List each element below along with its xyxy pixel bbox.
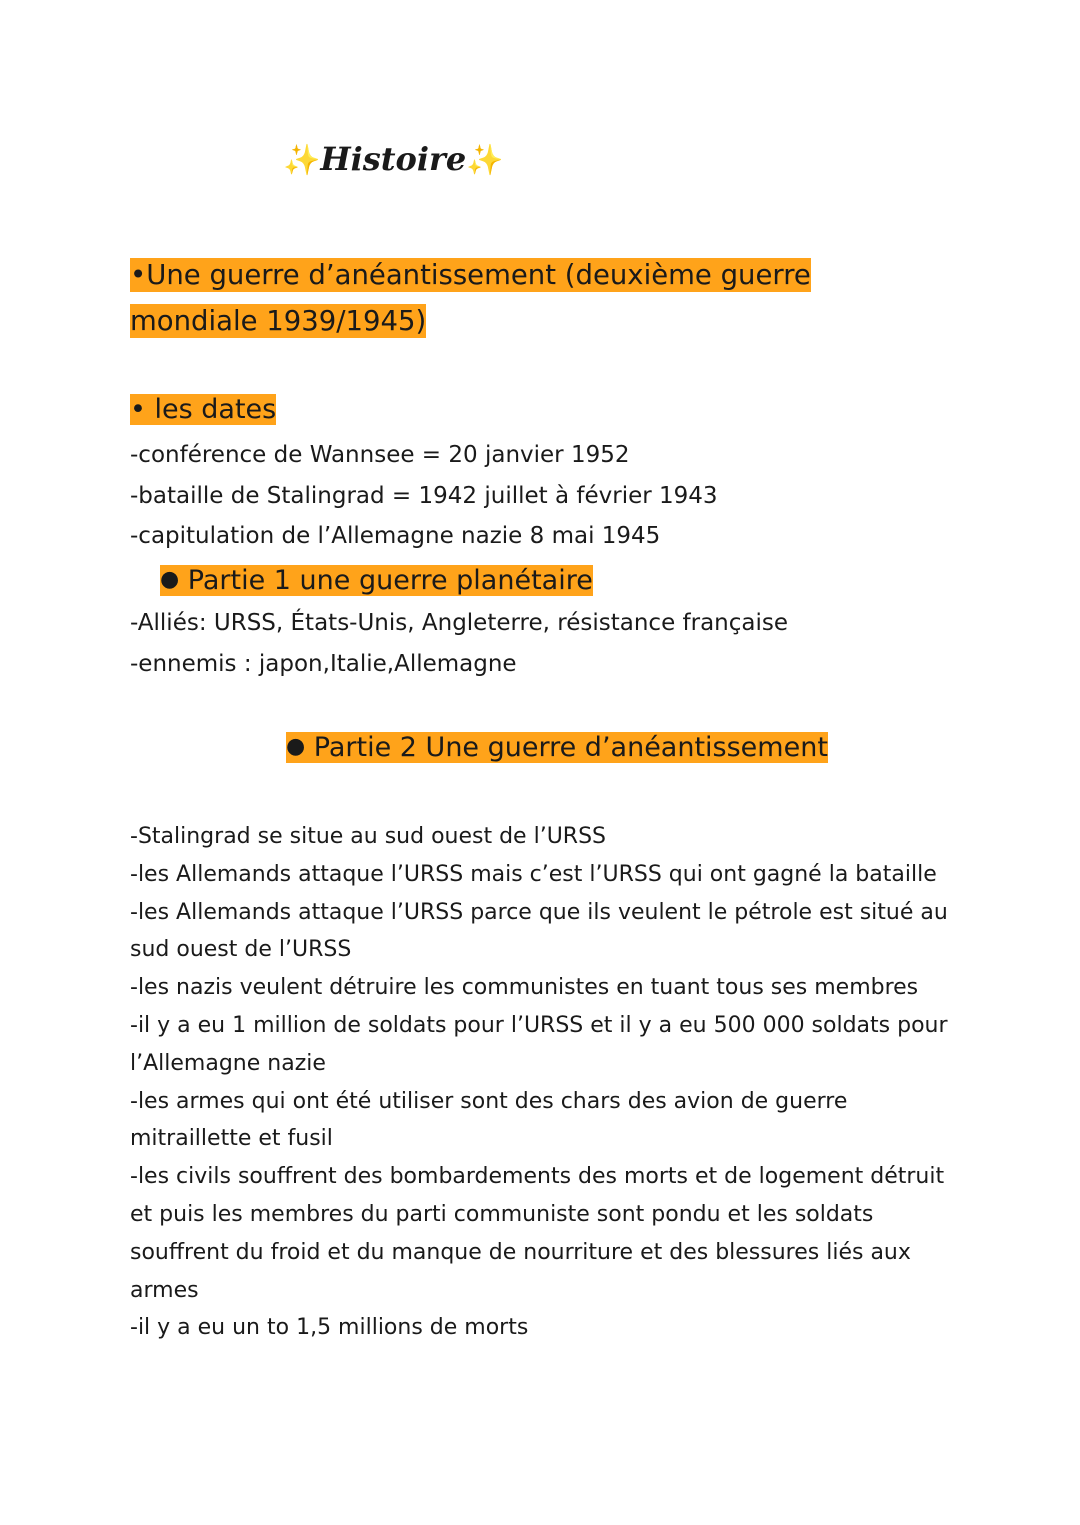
partie2-heading <box>286 726 828 769</box>
partie2-heading-highlight <box>286 732 828 763</box>
sparkles-icon: ✨ <box>283 143 321 178</box>
list-item: -bataille de Stalingrad = 1942 juillet à février 1943 <box>130 482 718 509</box>
list-item: -Stalingrad se situe au sud ouest de l’URSS <box>130 824 607 849</box>
main-heading-text: •Une guerre d’anéantissement (deuxième guerre mondiale 1939/1945) <box>130 259 811 337</box>
partie1-list <box>130 603 788 684</box>
partie1-heading-highlight <box>160 565 593 596</box>
list-item: -Alliés: URSS, États-Unis, Angleterre, résistance française <box>130 610 789 636</box>
list-item: -les civils souffrent des bombardements des morts et de logement détruit et puis les membres du parti communiste sont pondu et les soldats souffrent du froid et du manque de nourriture et des blessures liés aux armes <box>130 1164 945 1303</box>
page-title-text: Histoire <box>320 140 467 178</box>
list-item: -capitulation de l’Allemagne nazie 8 mai 1945 <box>130 523 661 549</box>
list-item: -ennemis : japon,Italie,Allemagne <box>130 650 517 677</box>
sparkles-icon: ✨ <box>466 143 504 178</box>
list-item: -les Allemands attaque l’URSS parce que ils veulent le pétrole est situé au sud ouest de l’URSS <box>130 899 948 963</box>
list-item: -les nazis veulent détruire les communistes en tuant tous ses membres <box>130 975 919 1001</box>
list-item: -conférence de Wannsee = 20 janvier 1952 <box>130 442 630 468</box>
partie1-heading-text: Partie 1 une guerre planétaire <box>187 565 593 596</box>
page-title <box>283 140 504 178</box>
dates-list <box>130 435 718 557</box>
bullet-icon: ● <box>160 567 180 592</box>
list-item: -les armes qui ont été utiliser sont des chars des avion de guerre mitraillette et fusil <box>130 1088 848 1152</box>
partie1-heading <box>160 560 593 601</box>
dates-heading-text: • les dates <box>130 394 277 425</box>
main-heading <box>130 252 930 344</box>
list-item: -il y a eu un to 1,5 millions de morts <box>130 1315 529 1341</box>
list-item: -il y a eu 1 million de soldats pour l’URSS et il y a eu 500 000 soldats pour l’Allemagne nazie <box>130 1012 948 1076</box>
bullet-icon: ● <box>286 734 306 759</box>
dates-heading <box>130 390 276 430</box>
partie2-list <box>130 818 960 1347</box>
partie2-heading-text: Partie 2 Une guerre d’anéantissement <box>313 732 828 763</box>
list-item: -les Allemands attaque l’URSS mais c’est l’URSS qui ont gagné la bataille <box>130 861 937 887</box>
